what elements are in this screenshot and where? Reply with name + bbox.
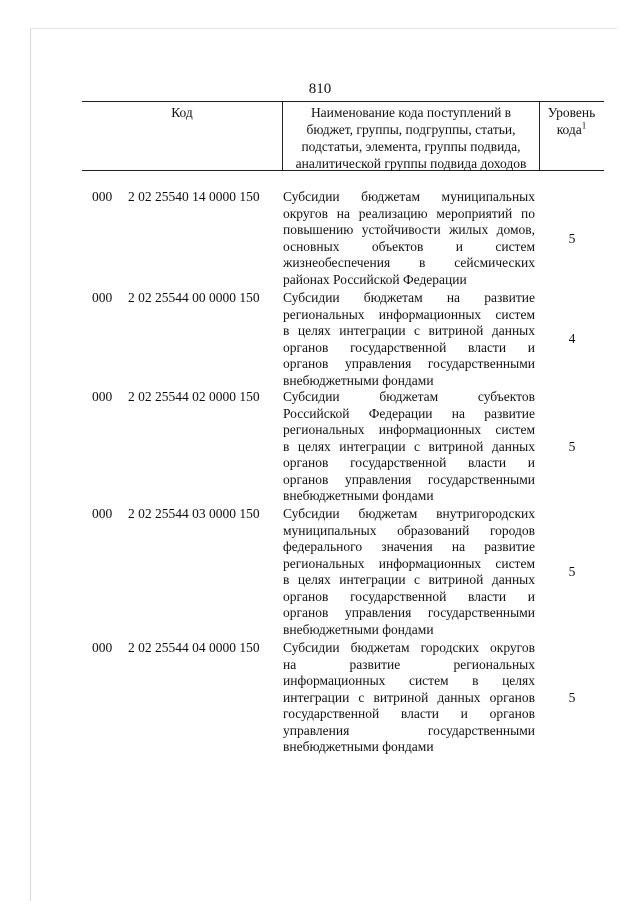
description-line: Субсидии бюджетам внутригородских (283, 506, 535, 521)
description-line: в целях интеграции с витриной данных (283, 438, 535, 454)
description-line: органов управления государственными (283, 471, 535, 487)
description-line: внебюджетными фондами (283, 372, 434, 388)
level-value: 4 (568, 331, 576, 346)
description-line: Субсидии бюджетам городских округов (283, 640, 535, 655)
header-level (539, 102, 604, 170)
description-line: в целях интеграции с витриной данных (283, 323, 535, 338)
level-value: 5 (568, 690, 576, 705)
description-line: повышению устойчивости жилых домов, (283, 222, 535, 237)
header-level-footnote: 1 (581, 120, 587, 131)
description-line: внебюджетными фондами (283, 488, 434, 503)
description-line: жизнеобеспечения в сейсмических (283, 255, 535, 270)
table-header (82, 101, 604, 171)
row-description (283, 189, 535, 288)
description-line: Субсидии бюджетам муниципальных (283, 189, 535, 204)
level-value: 5 (568, 439, 576, 454)
budget-code: 2 02 25544 00 0000 150 (128, 290, 260, 305)
header-name-line: подстатьи, элемента, группы подвида, (301, 139, 521, 154)
description-line: на развитие региональных (283, 656, 535, 672)
level-value: 5 (568, 231, 576, 246)
header-name (282, 102, 540, 170)
description-line: информационных систем в целях (283, 673, 535, 688)
description-line: округов на реализацию мероприятий по (283, 205, 535, 221)
description-line: интеграции с витриной данных органов (283, 689, 535, 705)
header-name-line: Наименование кода поступлений в (310, 105, 512, 120)
row-description (283, 389, 535, 505)
description-line: региональных информационных систем (283, 422, 535, 437)
description-line: органов государственной власти и (283, 455, 535, 470)
row-description (283, 290, 535, 389)
header-name-line: бюджет, группы, подгруппы, статьи, (306, 122, 516, 137)
row-description (283, 640, 535, 756)
budget-code: 2 02 25540 14 0000 150 (128, 189, 260, 204)
description-line: органов управления государственными (283, 605, 535, 620)
header-code-label: Код (171, 105, 193, 120)
description-line: федерального значения на развитие (283, 539, 535, 554)
header-name-line: аналитической группы подвида доходов (295, 156, 527, 171)
description-line: региональных информационных систем (283, 306, 535, 322)
budget-code: 2 02 25544 04 0000 150 (128, 640, 260, 655)
description-line: региональных информационных систем (283, 555, 535, 571)
header-code (82, 102, 282, 170)
description-line: муниципальных образований городов (283, 522, 535, 538)
description-line: Субсидии бюджетам на развитие (283, 290, 535, 305)
page-number: 810 (308, 81, 332, 97)
description-line: Российской Федерации на развитие (283, 405, 535, 421)
header-level-line1: Уровень (547, 105, 596, 120)
description-line: государственной власти и органов (283, 706, 535, 721)
admin-code: 000 (92, 189, 113, 204)
admin-code: 000 (92, 389, 113, 404)
description-line: органов государственной власти и (283, 588, 535, 604)
budget-code: 2 02 25544 02 0000 150 (128, 389, 260, 404)
admin-code: 000 (92, 506, 113, 521)
description-line: основных объектов и систем (283, 238, 535, 254)
description-line: органов государственной власти и (283, 339, 535, 355)
admin-code: 000 (92, 640, 113, 655)
description-line: в целях интеграции с витриной данных (283, 572, 535, 587)
budget-code: 2 02 25544 03 0000 150 (128, 506, 260, 521)
description-line: районах Российской Федерации (283, 271, 467, 287)
level-value: 5 (568, 564, 576, 579)
row-description (283, 506, 535, 638)
description-line: органов управления государственными (283, 356, 535, 371)
header-level-line2: кода (556, 122, 582, 137)
description-line: управления государственными (283, 722, 535, 738)
description-line: внебюджетными фондами (283, 621, 434, 637)
description-line: внебюджетными фондами (283, 739, 434, 754)
admin-code: 000 (92, 290, 113, 305)
description-line: Субсидии бюджетам субъектов (283, 389, 535, 404)
